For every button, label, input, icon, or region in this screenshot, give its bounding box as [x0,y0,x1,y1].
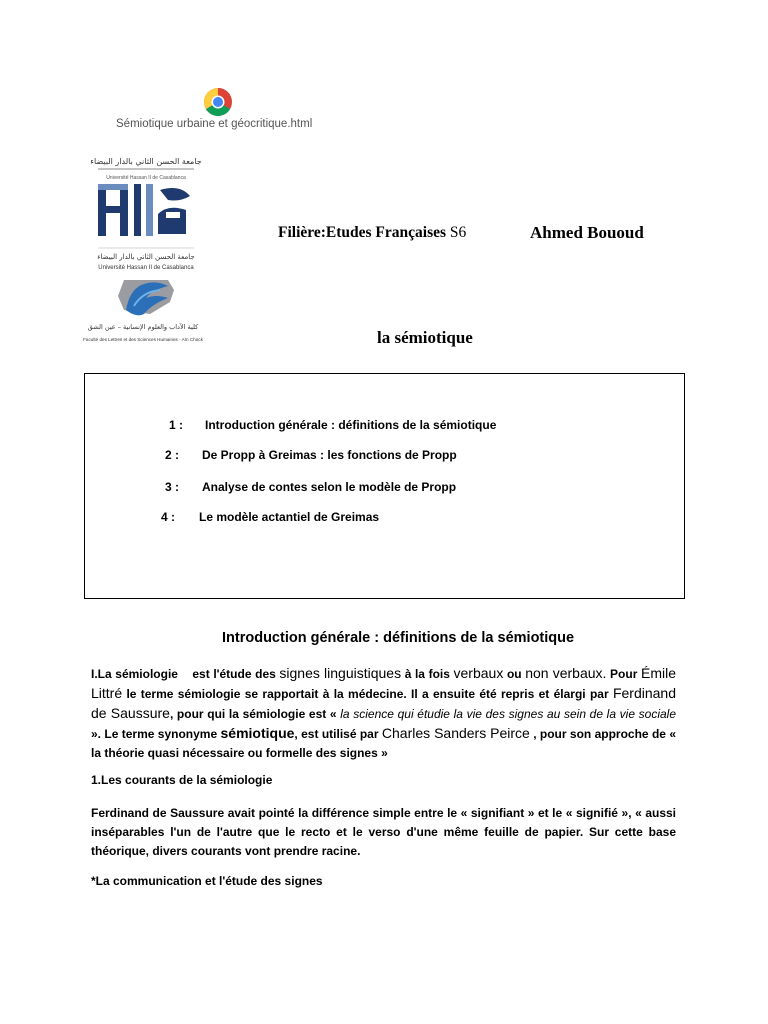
table-of-contents: 1 : Introduction générale : définitions de la sémiotique 2 : De Propp à Greimas : les fonctions de Propp 3 : Analyse de contes selon le modèle de Propp 4 : Le modèle actantiel de Greimas [84,373,685,599]
faculty-name-fr: Faculté des Lettres et des Sciences Humaines - Aïn Chock [83,337,203,342]
document-title: la sémiotique [377,328,473,347]
courants-paragraph: Ferdinand de Saussure avait pointé la différence simple entre le « signifiant » et le « signifié », « aussi inséparables l'un de l'autre que le recto et le verso d'une même feuille de papier. Sur cette base théorique, divers courants vont prendre racine. [91,806,676,858]
faculty-name-ar: كلية الآداب والعلوم الإنسانية – عين الشق [87,323,199,331]
university-logo [90,156,202,274]
intro-paragraph: I.La sémiologie est l'étude des signes linguistiques à la fois verbaux ou non verbaux. Pour Émile Littré le terme sémiologie se rapportait à la médecine. Il a ensuite été repris et élargi par Ferdinand de Saussure, pour qui la sémiologie est « la science qui étudie la vie des signes au sein de la vie sociale ». Le terme synonyme sémiotique, est utilisé par Charles Sanders Peirce , pour son approche de « la théorie quasi nécessaire ou formelle des signes » [91,665,677,760]
chrome-icon [203,87,233,117]
svg-text:Université Hassan II de Casabl: Université Hassan II de Casablanca [98,265,194,271]
university-name-ar: جامعة الحسن الثاني بالدار البيضاء [90,157,202,166]
filiere-label: Filière:Etudes Françaises [278,224,447,241]
faculty-logo [83,276,203,346]
university-name-fr: Université Hassan II de Casablanca [106,175,186,181]
subheading-communication: *La communication et l'étude des signes [91,874,323,888]
subheading-courants: 1.Les courants de la sémiologie [91,773,273,787]
author-name: Ahmed Bououd [530,223,644,242]
semester-label: S6 [449,224,467,241]
section-title: Introduction générale : définitions de la sémiotique [222,630,575,646]
filiere-line [278,224,466,242]
svg-text:جامعة الحسن الثاني بالدار البي: جامعة الحسن الثاني بالدار البيضاء [97,253,195,261]
file-name: Sémiotique urbaine et géocritique.html [116,118,313,130]
